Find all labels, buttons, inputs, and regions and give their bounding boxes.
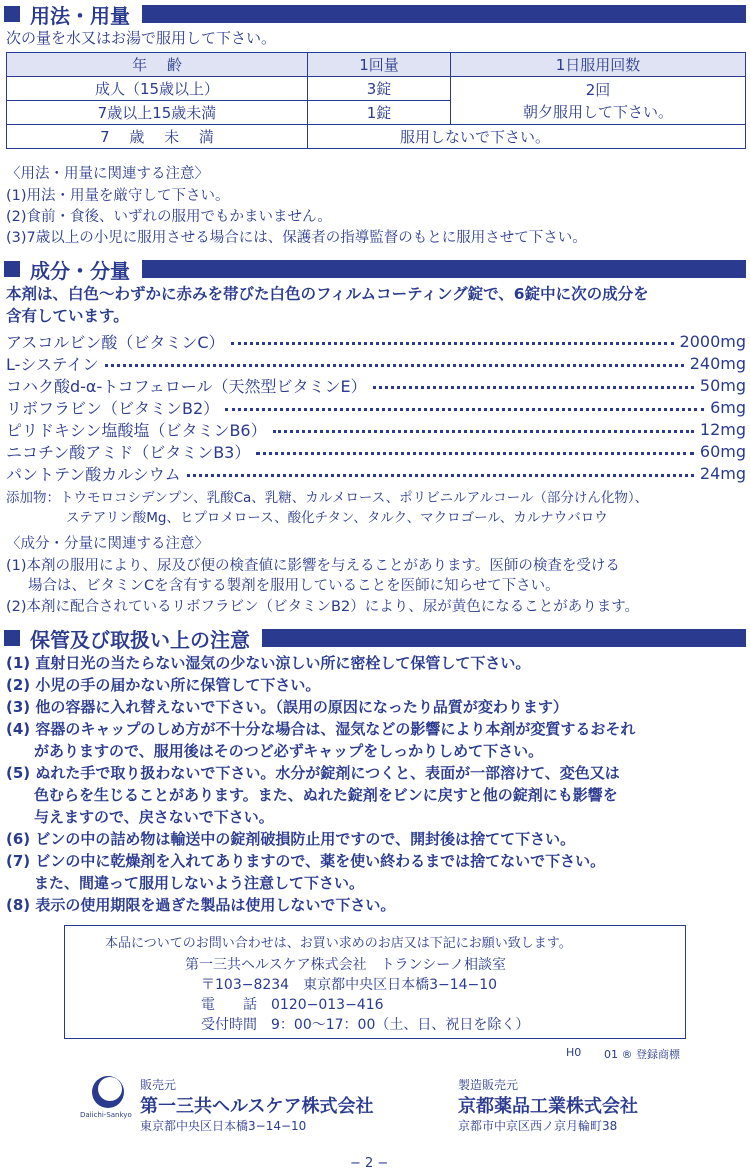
maker-address: 京都市中京区西ノ京月輪町38 — [458, 1119, 618, 1133]
storage-line: (3) 他の容器に入れ替えないで下さい。（誤用の原因になったり品質が変わります） — [6, 698, 568, 716]
storage-line: (1) 直射日光の当たらない湿気の少ない涼しい所に密栓して保管して下さい。 — [6, 654, 531, 672]
dosage-note: (3)7歳以上の小児に服用させる場合には、保護者の指導監督のもとに服用させて下さい。 — [6, 230, 587, 246]
table-row — [7, 125, 746, 149]
ingredient-name: ピリドキシン塩酸塩（ビタミンB6） — [6, 420, 267, 440]
ingredients-notes-title: 〈成分・分量に関連する注意〉 — [6, 536, 209, 552]
ingredient-name: ニコチン酸アミド（ビタミンB3） — [6, 442, 251, 462]
header-bar — [142, 260, 746, 278]
ingredient-amount: 240mg — [689, 353, 746, 373]
dot-leader — [256, 452, 694, 455]
section-title: 成分・分量 — [30, 258, 130, 283]
ingredient-name: L-システイン — [6, 354, 99, 374]
section-header-storage — [4, 626, 746, 650]
ingredients-note: 場合は、ビタミンCを含有する製剤を服用していることを医師に知らせて下さい。 — [28, 578, 560, 594]
dosage-intro: 次の量を水又はお湯で服用して下さい。 — [6, 29, 277, 47]
table-header-cell: 1日服用回数 — [451, 53, 746, 77]
table-header-cell: 1回量 — [308, 53, 451, 77]
dosage-notes-title: 〈用法・用量に関連する注意〉 — [6, 166, 209, 182]
ingredient-amount: 2000mg — [679, 331, 746, 351]
ingredient-amount: 50mg — [699, 375, 746, 395]
contact-phone: 電 話 0120−013−416 — [201, 997, 384, 1013]
storage-line: (2) 小児の手の届かない所に保管して下さい。 — [6, 676, 321, 694]
page-number: − 2 − — [350, 1156, 389, 1171]
ingredients-note: (2)本剤に配合されているリボフラビン（ビタミンB2）により、尿が黄色になることがあります。 — [6, 599, 640, 615]
storage-line: 与えますので、戻さないで下さい。 — [34, 808, 274, 826]
additives: ステアリン酸Mg、ヒプロメロース、酸化チタン、タルク、マクロゴール、カルナウバロウ — [66, 510, 608, 526]
contact-address: 〒103−8234 東京都中央区日本橋3−14−10 — [201, 977, 498, 993]
seller-label: 販売元 — [140, 1078, 177, 1092]
table-cell-note: 服用しないで下さい。 — [308, 125, 746, 149]
additives: 添加物：トウモロコシデンプン、乳酸Ca、乳糖、カルメロース、ポリビニルアルコール（部分けん化物）、 — [6, 490, 649, 506]
contact-intro: 本品についてのお問い合わせは、お買い求めのお店又は下記にお願い致します。 — [105, 936, 572, 951]
code-left: H0 — [566, 1046, 582, 1059]
ingredient-row — [6, 440, 746, 462]
table-header-row — [7, 53, 746, 77]
dot-leader — [273, 430, 694, 433]
ingredient-name: アスコルビン酸（ビタミンC） — [6, 332, 225, 352]
section-header-ingredients — [4, 257, 746, 281]
maker-label: 製造販売元 — [458, 1078, 519, 1092]
dot-leader — [225, 408, 704, 411]
ingredient-amount: 24mg — [699, 463, 746, 483]
maker-name: 京都薬品工業株式会社 — [458, 1096, 638, 1117]
logo-mark-icon — [86, 1074, 130, 1110]
storage-line: (8) 表示の使用期限を過ぎた製品は使用しないで下さい。 — [6, 896, 396, 914]
code-right: 01 ® 登録商標 — [604, 1048, 680, 1061]
seller-address: 東京都中央区日本橋3−14−10 — [140, 1119, 307, 1133]
table-cell-age: 7 歳 未 満 — [7, 125, 308, 149]
storage-line: また、間違って服用しないよう注意して下さい。 — [34, 874, 365, 892]
header-bar — [262, 629, 746, 647]
ingredient-row — [6, 330, 746, 352]
ingredient-amount: 6mg — [710, 397, 746, 417]
frequency-count: 2回 — [585, 80, 611, 99]
section-header-dosage — [4, 2, 746, 26]
ingredients-note: (1)本剤の服用により、尿及び便の検査値に影響を与えることがあります。医師の検査を受ける — [6, 558, 620, 574]
square-bullet-icon — [4, 261, 20, 277]
ingredient-row — [6, 462, 746, 484]
seller-name: 第一三共ヘルスケア株式会社 — [140, 1096, 374, 1117]
dot-leader — [373, 386, 694, 389]
dot-leader — [187, 474, 694, 477]
ingredient-name: コハク酸d-α-トコフェロール（天然型ビタミンE） — [6, 376, 367, 396]
ingredient-row — [6, 374, 746, 396]
storage-line: 色むらを生じることがあります。また、ぬれた錠剤をビンに戻すと他の錠剤にも影響を — [34, 786, 618, 804]
frequency-note: 朝夕服用して下さい。 — [522, 102, 673, 121]
dosage-table — [6, 52, 746, 149]
ingredient-name: リボフラビン（ビタミンB2） — [6, 398, 220, 418]
storage-line: (4) 容器のキャップのしめ方が不十分な場合は、湿気などの影響により本剤が変質するおそれ — [6, 720, 636, 738]
dot-leader — [231, 342, 674, 345]
ingredients-intro: 含有しています。 — [6, 307, 129, 325]
section-title: 保管及び取扱い上の注意 — [30, 627, 250, 652]
square-bullet-icon — [4, 6, 20, 22]
contact-box — [64, 925, 686, 1039]
contact-company: 第一三共ヘルスケア株式会社 トランシーノ相談室 — [185, 957, 506, 973]
ingredient-amount: 60mg — [699, 441, 746, 461]
ingredient-row — [6, 352, 746, 374]
ingredients-intro: 本剤は、白色〜わずかに赤みを帯びた白色のフィルムコーティング錠で、6錠中に次の成分を — [6, 285, 649, 303]
ingredient-name: パントテン酸カルシウム — [6, 464, 181, 484]
contact-hours: 受付時間 9：00〜17：00（土、日、祝日を除く） — [201, 1017, 530, 1033]
table-header-cell: 年 齢 — [7, 53, 308, 77]
storage-line: (7) ビンの中に乾燥剤を入れてありますので、薬を使い終わるまでは捨てないで下さい。 — [6, 852, 606, 870]
table-row — [7, 77, 746, 101]
logo-text: Daiichi-Sankyo — [80, 1111, 132, 1119]
section-title: 用法・用量 — [30, 3, 130, 28]
dosage-note: (1)用法・用量を厳守して下さい。 — [6, 188, 230, 204]
table-cell-dose: 3錠 — [308, 77, 451, 101]
ingredient-row — [6, 396, 746, 418]
storage-line: (6) ビンの中の詰め物は輸送中の錠剤破損防止用ですので、開封後は捨てて下さい。 — [6, 830, 576, 848]
storage-line: (5) ぬれた手で取り扱わないで下さい。水分が錠剤につくと、表面が一部溶けて、変色又は — [6, 764, 620, 782]
table-cell-dose: 1錠 — [308, 101, 451, 125]
storage-line: がありますので、服用後はそのつど必ずキャップをしっかりしめて下さい。 — [34, 742, 544, 760]
table-cell-age: 成人（15歳以上） — [7, 77, 308, 101]
dosage-note: (2)食前・食後、いずれの服用でもかまいません。 — [6, 209, 332, 225]
table-cell-age: 7歳以上15歳未満 — [7, 101, 308, 125]
dot-leader — [105, 364, 684, 367]
header-bar — [142, 5, 746, 23]
ingredient-amount: 12mg — [699, 419, 746, 439]
square-bullet-icon — [4, 630, 20, 646]
table-cell-frequency — [451, 77, 746, 125]
ingredient-row — [6, 418, 746, 440]
